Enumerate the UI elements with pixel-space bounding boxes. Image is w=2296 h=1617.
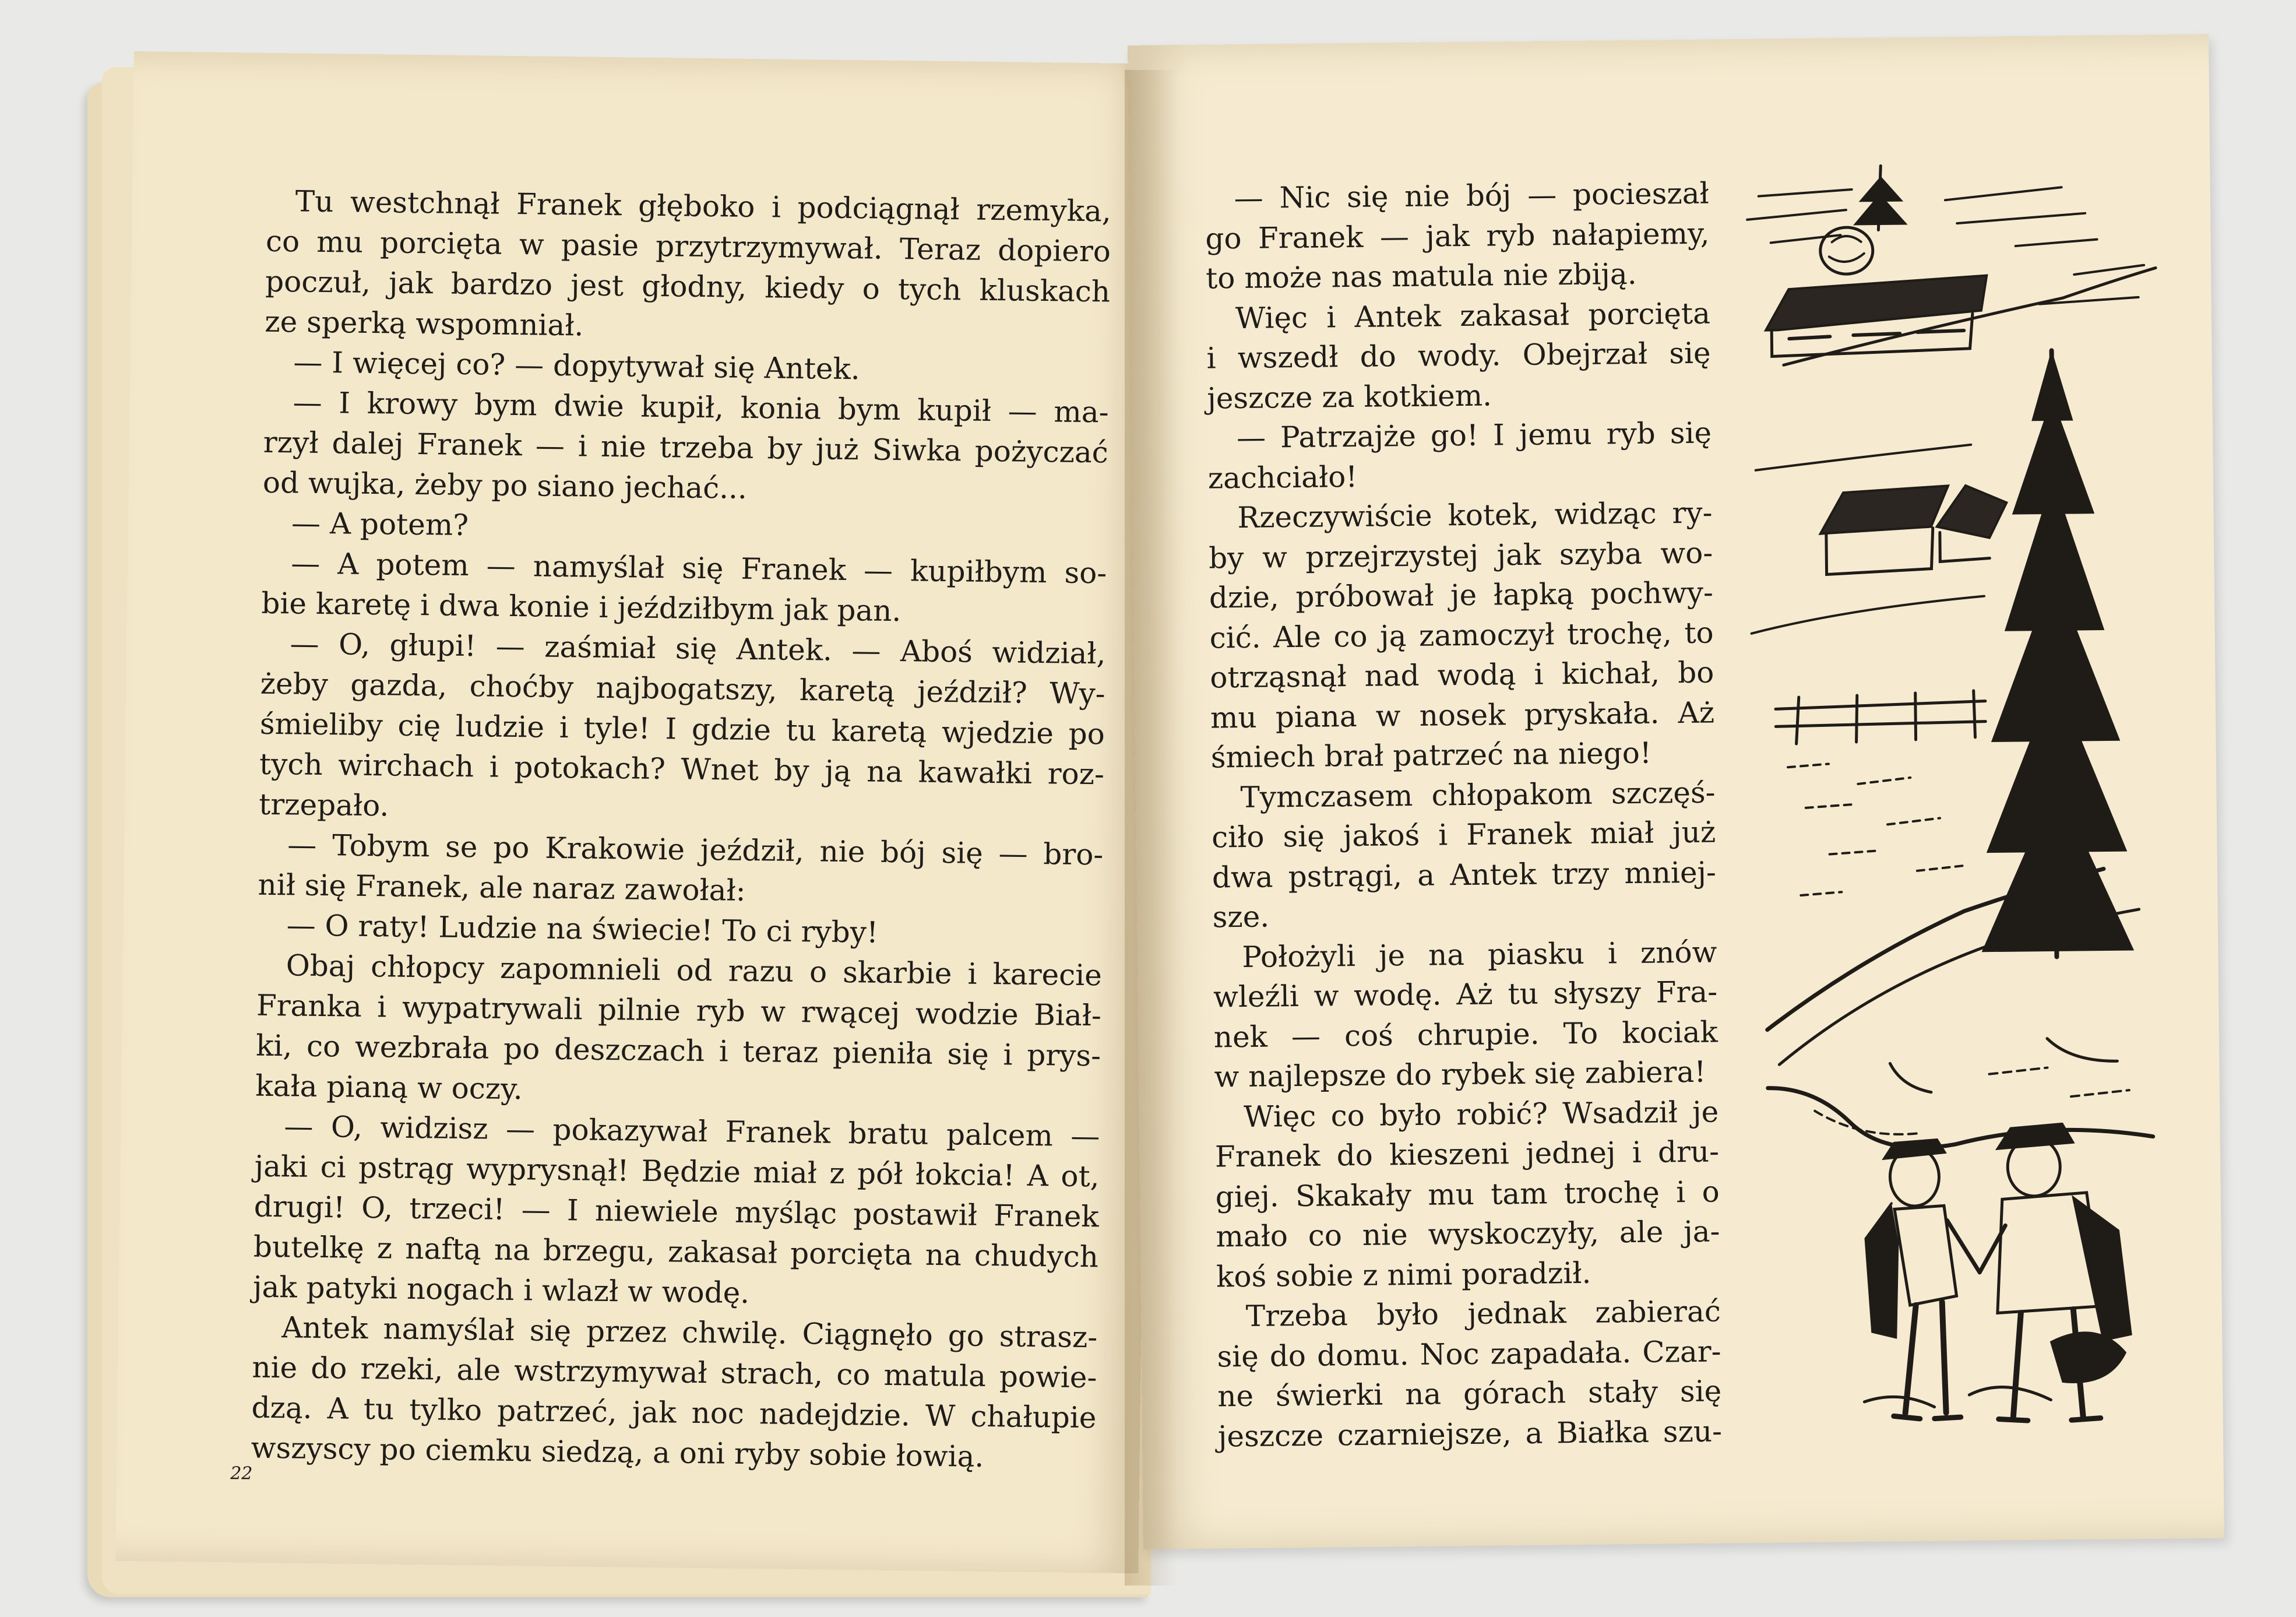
text-line: ze sperką wspomniał.: [264, 304, 584, 343]
text-line: co mu porcięta w pasie przytrzymywał. Teraz dopiero: [265, 224, 1111, 269]
text-line: Więc co było robić? Wsadził je: [1243, 1094, 1719, 1134]
text-line: śmieliby cię ludzie i tyle! I gdzie tu karetą wjedzie po: [259, 706, 1105, 751]
mountain-village-two-boys-illustration: [1735, 151, 2179, 1438]
text-line: dzie, próbował je łapką pochwy-: [1209, 575, 1714, 615]
text-line: ne świerki na górach stały się: [1217, 1374, 1722, 1414]
text-line: cić. Ale co ją zamoczył trochę, to: [1209, 616, 1714, 655]
text-line: Tu westchnął Franek głęboko i podciągnął rzemyka,: [295, 184, 1112, 229]
text-line: mu piana w nosek pryskała. Aż: [1210, 695, 1715, 735]
text-line: Więc i Antek zakasał porcięta: [1235, 296, 1711, 335]
text-line: rzył dalej Franek — i nie trzeba by już Siwka pożyczać: [263, 425, 1109, 470]
text-line: tych wirchach i potokach? Wnet by ją na kawałki roz-: [259, 747, 1105, 792]
text-line: żeby gazda, choćby najbogatszy, karetą jeździł? Wy-: [260, 666, 1106, 711]
text-line: — Patrzajże go! I jemu ryb się: [1236, 416, 1712, 455]
text-line: otrząsnął nad wodą i kichał, bo: [1210, 655, 1714, 695]
text-line: butelkę z naftą na brzegu, zakasał porcięta na chudych: [253, 1229, 1099, 1274]
text-line: wszyscy po ciemku siedzą, a oni ryby sobie łowią.: [251, 1430, 984, 1474]
text-line: giej. Skakały mu tam trochę i o: [1215, 1174, 1720, 1214]
text-line: jeszcze czarniejsze, a Białka szu-: [1217, 1414, 1723, 1454]
text-line: w najlepsze do rybek się zabiera!: [1214, 1054, 1706, 1094]
text-line: nie do rzeki, ale wstrzymywał strach, co matula powie-: [252, 1350, 1097, 1395]
text-line: ki, co wezbrała po deszczach i teraz pieniła się i prys-: [255, 1028, 1101, 1073]
text-line: Trzeba było jednak zabierać: [1245, 1294, 1721, 1333]
text-line: wleźli w wodę. Aż tu słyszy Fra-: [1213, 975, 1718, 1014]
page-number: 22: [230, 1463, 253, 1484]
text-line: sze.: [1212, 899, 1270, 934]
text-line: dwa pstrągi, a Antek trzy mniej-: [1212, 855, 1717, 895]
text-line: — I krowy bym dwie kupił, konia bym kupił — ma-: [293, 385, 1109, 430]
text-line: kała pianą w oczy.: [255, 1068, 523, 1106]
text-line: — Tobym se po Krakowie jeździł, nie bój się — bro-: [287, 828, 1104, 872]
text-line: — I więcej co? — dopytywał się Antek.: [293, 345, 861, 386]
text-line: — O, głupi! — zaśmiał się Antek. — Aboś widział,: [290, 627, 1106, 671]
right-page: [1128, 34, 2224, 1549]
text-line: — A potem — namyślał się Franek — kupiłbym so-: [290, 546, 1107, 590]
text-line: — O raty! Ludzie na świecie! To ci ryby!: [286, 908, 879, 950]
right-page-text: [1205, 174, 1722, 1457]
text-line: Antek namyślał się przez chwilę. Ciągnęło go strasz-: [281, 1310, 1098, 1355]
text-line: Franka i wypatrywali pilnie ryb w rwącej wodzie Biał-: [256, 988, 1102, 1033]
text-line: zachciało!: [1207, 459, 1358, 495]
text-line: dzą. A tu tylko patrzeć, jak noc nadejdzie. W chałupie: [251, 1390, 1097, 1435]
text-line: trzepało.: [258, 787, 389, 823]
text-line: się do domu. Noc zapadała. Czar-: [1217, 1334, 1721, 1374]
text-line: go Franek — jak ryb nałapiemy,: [1205, 216, 1710, 256]
left-page-text: [251, 181, 1111, 1479]
text-line: ciło się jakoś i Franek miał już: [1211, 815, 1716, 855]
text-line: Tymczasem chłopakom szczęś-: [1240, 775, 1716, 814]
text-line: mało co nie wyskoczyły, ale ja-: [1216, 1214, 1720, 1254]
text-line: poczuł, jak bardzo jest głodny, kiedy o tych kluskach: [265, 264, 1111, 309]
text-line: bie karetę i dwa konie i jeździłbym jak pan.: [261, 586, 902, 628]
text-line: by w przejrzystej jak szyba wo-: [1208, 536, 1713, 575]
text-line: Rzeczywiście kotek, widząc ry-: [1237, 495, 1713, 535]
book-gutter: [1125, 70, 1177, 1586]
left-page: [115, 51, 1157, 1573]
text-line: Franek do kieszeni jednej i dru-: [1214, 1134, 1720, 1174]
text-line: jaki ci pstrąg wyprysnął! Będzie miał z pół łokcia! A ot,: [254, 1149, 1100, 1194]
text-line: nek — coś chrupie. To kociak: [1213, 1014, 1719, 1054]
text-line: to może nas matula nie zbiją.: [1205, 256, 1637, 296]
text-line: Obaj chłopcy zapomnieli od razu o skarbie i karecie: [286, 948, 1103, 993]
text-line: koś sobie z nimi poradził.: [1216, 1256, 1591, 1294]
text-line: — Nic się nie bój — pocieszał: [1234, 176, 1710, 216]
text-line: od wujka, żeby po siano jechać...: [262, 465, 748, 505]
text-line: drugi! O, trzeci! — I niewiele myśląc postawił Franek: [253, 1189, 1100, 1234]
text-line: nił się Franek, ale naraz zawołał:: [258, 867, 746, 908]
text-line: jeszcze za kotkiem.: [1207, 378, 1492, 416]
text-line: jak patyki nogach i wlazł w wodę.: [252, 1270, 750, 1310]
text-line: Położyli je na piasku i znów: [1242, 934, 1717, 974]
text-line: i wszedł do wody. Obejrzał się: [1206, 336, 1711, 375]
text-line: — O, widzisz — pokazywał Franek bratu palcem —: [284, 1109, 1100, 1154]
text-line: śmiech brał patrzeć na niego!: [1210, 736, 1652, 775]
text-line: — A potem?: [291, 506, 469, 543]
